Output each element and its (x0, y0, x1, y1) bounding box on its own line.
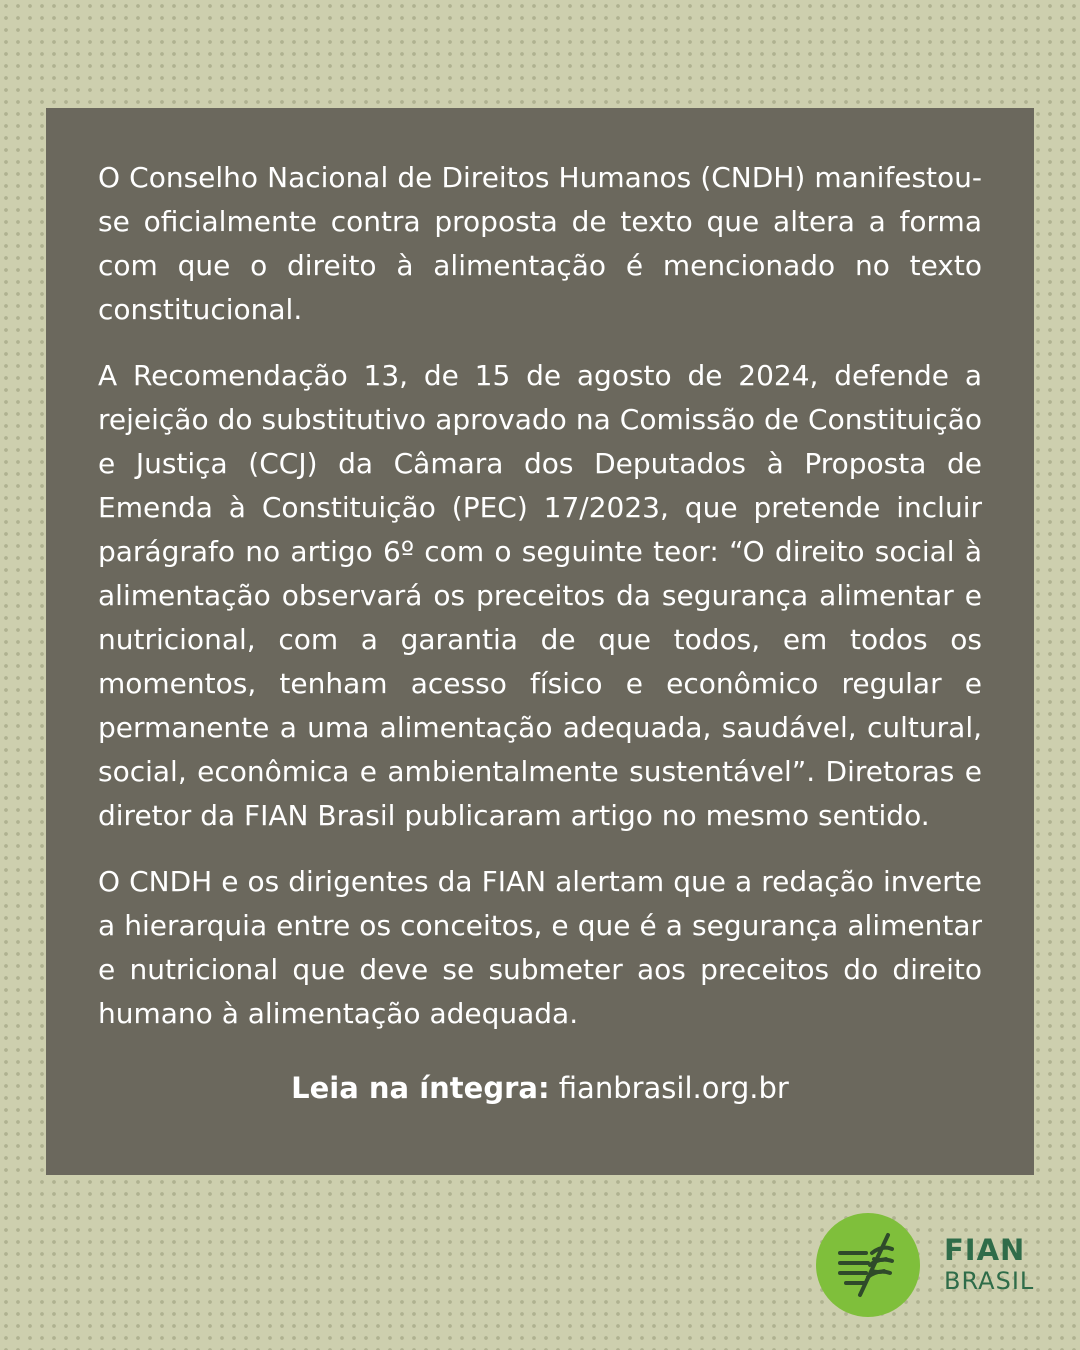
read-more-link[interactable]: fianbrasil.org.br (558, 1071, 789, 1105)
read-more-line (98, 1066, 982, 1110)
logo-text-brasil: BRASIL (944, 1267, 1035, 1295)
content-panel (46, 108, 1034, 1175)
fian-brasil-logo (816, 1213, 1038, 1321)
paragraph-1: O Conselho Nacional de Direitos Humanos (CNDH) manifestou-se oficialmente contra proposta de texto que altera a forma com que o direito à alimentação é mencionado no texto constitucional. (98, 161, 982, 326)
fian-wheat-icon (816, 1213, 920, 1317)
paragraph-2: A Recomendação 13, de 15 de agosto de 2024, defende a rejeição do substitutivo aprovado na Comissão de Constituição e Justiça (CCJ) da Câmara dos Deputados à Proposta de Emenda à Constituição (PEC) 17/2023, que pretende incluir parágrafo no artigo 6º com o seguinte teor: “O direito social à alimentação observará os preceitos da segurança alimentar e nutricional, com a garantia de que todos, em todos os momentos, tenham acesso físico e econômico regular e permanente a uma alimentação adequada, saudável, cultural, social, econômica e ambientalmente sustentável”. Diretoras e diretor da FIAN Brasil publicaram artigo no mesmo sentido. (98, 359, 982, 832)
logo-text-fian: FIAN (944, 1233, 1026, 1267)
paragraph-3: O CNDH e os dirigentes da FIAN alertam que a redação inverte a hierarquia entre os conceitos, e que é a segurança alimentar e nutricional que deve se submeter aos preceitos do direito humano à alimentação adequada. (98, 865, 982, 1030)
read-more-label: Leia na íntegra: (291, 1071, 550, 1105)
